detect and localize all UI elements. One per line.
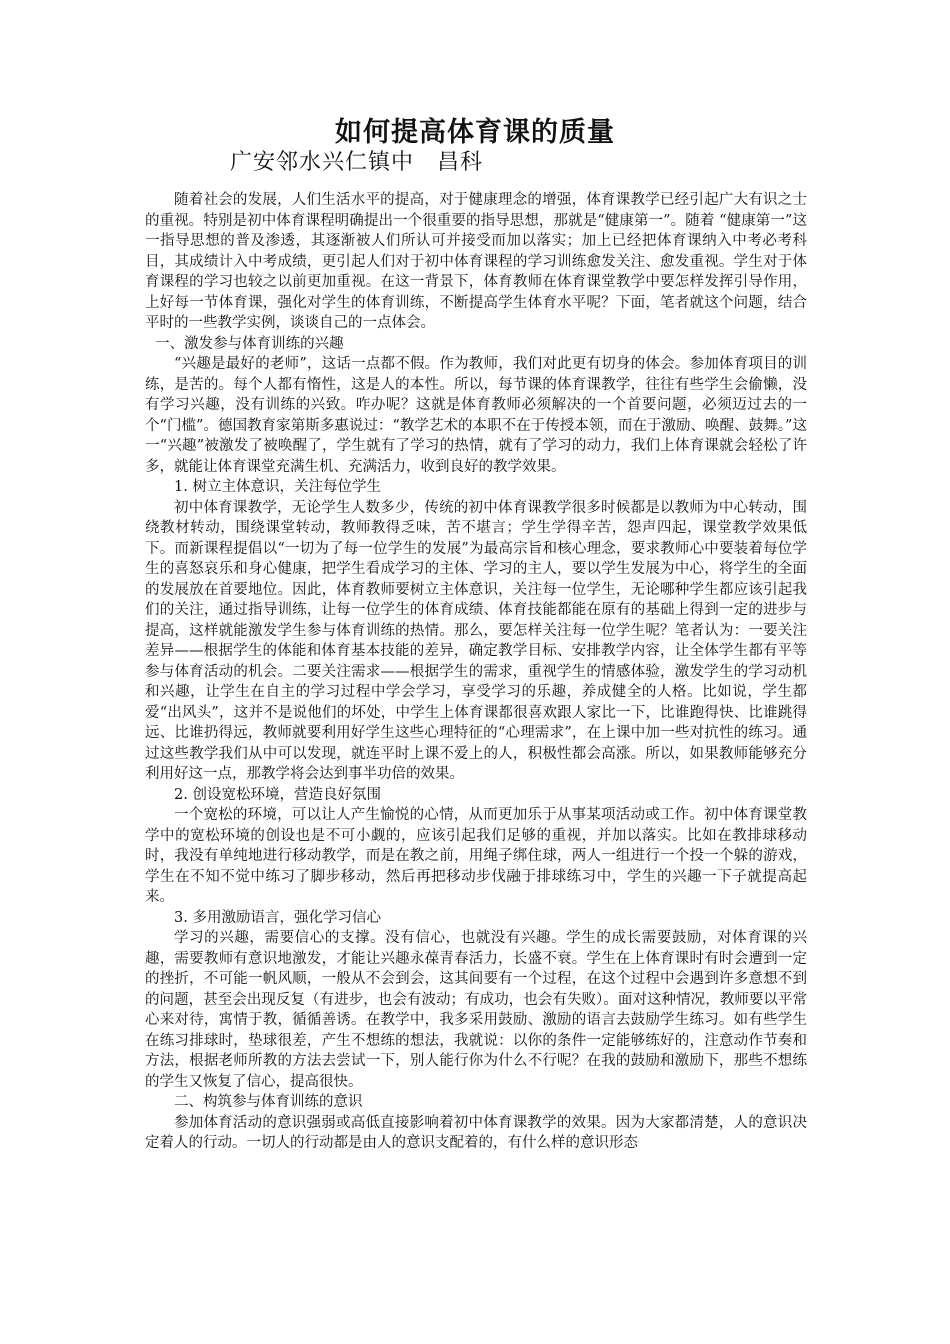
page-title: 如何提高体育课的质量	[335, 117, 615, 148]
article-body	[145, 190, 807, 1154]
paragraph-awareness: 参加体育活动的意识强弱或高低直接影响着初中体育课教学的效果。因为大家都清楚，人的意识决定着人的行动。一切人的行动都是由人的意识支配着的，有什么样的意识形态	[145, 1114, 807, 1151]
paragraph-encouragement: 学习的兴趣，需要信心的支撑。没有信心，也就没有兴趣。学生的成长需要鼓励，对体育课的兴趣，需要教师有意识地激发，才能让兴趣永葆青春活力，长盛不衰。学生在上体育课时有时会遭到一定的挫折，不可能一帆风顺，一般从不会到会，这其间要有一个过程，在这个过程中会遇到许多意想不到的问题，甚至会出现反复（有进步，也会有波动；有成功，也会有失败）。面对这种情况，教师要以平常心来对待，寓情于教，循循善诱。在教学中，我多采用鼓励、激励的语言去鼓励学生练习。如有些学生在练习排球时，垫球很差，产生不想练的想法，我就说：以你的条件一定能够练好的，注意动作节奏和方法，根据老师所教的方法去尝试一下，别人能行你为什么不行呢？在我的鼓励和激励下，那些不想练的学生又恢复了信心，提高很快。	[145, 930, 807, 1090]
section-heading-1: 一、激发参与体育训练的兴趣	[155, 335, 344, 352]
paragraph-subject-awareness: 初中体育课教学，无论学生人数多少，传统的初中体育课教学很多时候都是以教师为中心转动，围绕教材转动，围绕课堂转动，教师教得乏味，苦不堪言；学生学得辛苦，怨声四起，课堂教学效果低下。而新课程提倡以“一切为了每一位学生的发展”为最高宗旨和核心理念，要求教师心中要装着每位学生的喜怒哀乐和身心健康，把学生看成学习的主体、学习的主人，要以学生发展为中心，将学生的全面的发展放在首要地位。因此，体育教师要树立主体意识，关注每一位学生，无论哪种学生都应该引起我们的关注，通过指导训练，让每一位学生的体育成绩、体育技能都能在原有的基础上得到一定的进步与提高，这样就能激发学生参与体育训练的热情。那么，要怎样关注每一位学生呢？笔者认为：一要关注差异——根据学生的体能和体育基本技能的差异，确定教学目标、安排教学内容，让全体学生都有平等参与体育活动的机会。二要关注需求——根据学生的需求，重视学生的情感体验，激发学生的学习动机和兴趣，让学生在自主的学习过程中学会学习，享受学习的乐趣，养成健全的人格。比如说，学生都爱“出风头”，这并不是说他们的坏处，中学生上体育课都很喜欢跟人家比一下，比谁跑得快、比谁跳得远、比谁扔得远，教师就要利用好学生这些心理特征的“心理需求”，在上课中加一些对抗性的练习。通过这些教学我们从中可以发现，就连平时上课不爱上的人，积极性都会高涨。所以，如果教师能够充分利用好这一点，那教学将会达到事半功倍的效果。	[145, 499, 807, 782]
section-heading-2: 二、构筑参与体育训练的意识	[174, 1094, 363, 1110]
subheading-1: 1. 树立主体意识，关注每位学生	[174, 479, 381, 495]
paragraph-intro: 随着社会的发展，人们生活水平的提高，对于健康理念的增强，体育课教学已经引起广大有识之士的重视。特别是初中体育课程明确提出一个很重要的指导思想，那就是“健康第一”。随着 “健康第一”这一指导思想的普及渗透，其逐渐被人们所认可并接受而加以落实；加上已经把体育课纳入中考必考科目，其成绩计入中考成绩，更引起人们对于初中体育课程的学习训练愈发关注、愈发重视。学生对于体育课程的学习也较之以前更加重视。在这一背景下，体育教师在体育课堂教学中要怎样发挥引导作用，上好每一节体育课，强化对学生的体育训练，不断提高学生体育水平呢？下面，笔者就这个问题，结合平时的一些教学实例，谈谈自己的一点体会。	[145, 192, 807, 331]
author-line: 广安邻水兴仁镇中 昌科	[230, 150, 484, 175]
subheading-3: 3. 多用激励语言，强化学习信心	[174, 909, 381, 926]
paragraph-interest: “兴趣是最好的老师”，这话一点都不假。作为教师，我们对此更有切身的体会。参加体育项目的训练，是苦的。每个人都有惰性，这是人的本性。所以，每节课的体育课教学，往往有些学生会偷懒，没有学习兴趣，没有训练的兴致。咋办呢？这就是体育教师必须解决的一个首要问题，必须迈过去的一个“门槛”。德国教育家第斯多惠说过：“教学艺术的本职不在于传授本领，而在于激励、唤醒、鼓舞。”这一“兴趣”被激发了被唤醒了，学生就有了学习的热情，就有了学习的动力，我们上体育课就会轻松了许多，就能让体育课堂充满生机、充满活力，收到良好的教学效果。	[145, 356, 807, 475]
paragraph-relaxed-environment: 一个宽松的环境，可以让人产生愉悦的心情，从而更加乐于从事某项活动或工作。初中体育课堂教学中的宽松环境的创设也是不可小觑的，应该引起我们足够的重视，并加以落实。比如在教排球移动时，我没有单纯地进行移动教学，而是在教之前，用绳子绑住球，两人一组进行一个投一个躲的游戏，学生在不知不觉中练习了脚步移动，然后再把移动步伐融于排球练习中，学生的兴趣一下子就提高起来。	[145, 807, 807, 905]
subheading-2: 2. 创设宽松环境，营造良好氛围	[174, 786, 381, 803]
